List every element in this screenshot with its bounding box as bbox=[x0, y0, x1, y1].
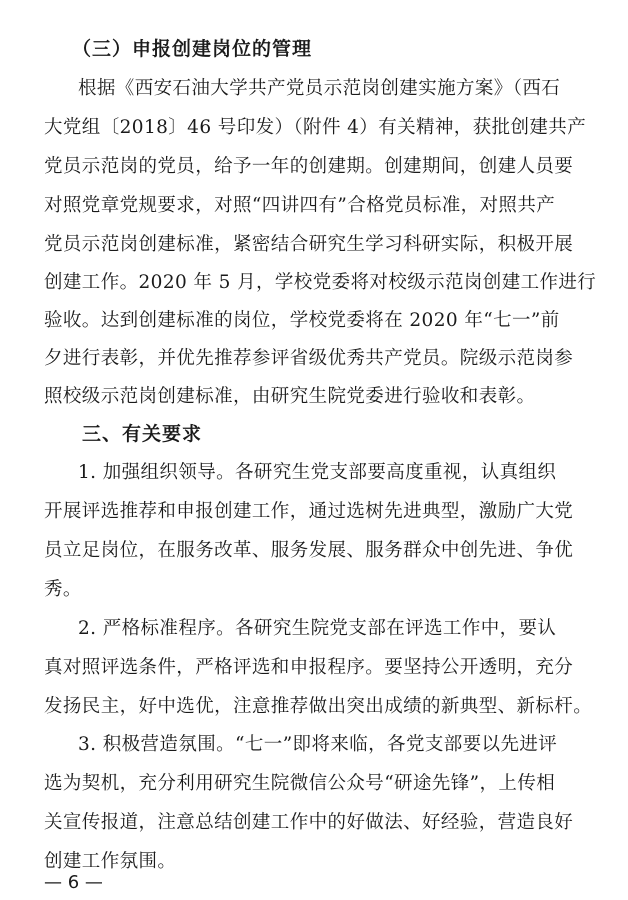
part-3-heading: 三、有关要求 bbox=[82, 423, 203, 445]
section-3-line-8: 夕进行表彰，并优先推荐参评省级优秀共产党员。院级示范岗参 bbox=[44, 348, 574, 369]
requirement-2-line-3: 发扬民主，好中选优，注意推荐做出突出成绩的新典型、新标杆。 bbox=[44, 696, 593, 717]
requirement-1-line-3: 员立足岗位，在服务改革、服务发展、服务群众中创先进、争优 bbox=[44, 540, 574, 561]
section-3-line-3: 党员示范岗的党员，给予一年的创建期。创建期间，创建人员要 bbox=[44, 156, 574, 177]
section-3-line-1: 根据《西安石油大学共产党员示范岗创建实施方案》（西石 bbox=[78, 78, 561, 99]
section-3-line-5: 党员示范岗创建标准，紧密结合研究生学习科研实际，积极开展 bbox=[44, 234, 574, 255]
section-3-heading: （三）申报创建岗位的管理 bbox=[72, 38, 313, 60]
requirement-3-line-2: 选为契机，充分利用研究生院微信公众号“研途先锋”，上传相 bbox=[44, 773, 556, 794]
requirement-3-line-4: 创建工作氛围。 bbox=[44, 851, 177, 872]
section-3-line-2: 大党组〔2018〕46 号印发）（附件 4）有关精神，获批创建共产 bbox=[44, 117, 587, 138]
requirement-1-line-4: 秀。 bbox=[44, 579, 82, 600]
section-3-line-6: 创建工作。2020 年 5 月，学校党委将对校级示范岗创建工作进行 bbox=[44, 272, 597, 293]
page-number: — 6 — bbox=[44, 872, 103, 893]
requirement-2-line-2: 真对照评选条件，严格评选和申报程序。要坚持公开透明，充分 bbox=[44, 657, 574, 678]
section-3-line-9: 照校级示范岗创建标准，由研究生院党委进行验收和表彰。 bbox=[44, 386, 536, 407]
section-3-line-4: 对照党章党规要求，对照“四讲四有”合格党员标准，对照共产 bbox=[44, 195, 556, 216]
requirement-1-line-2: 开展评选推荐和申报创建工作，通过选树先进典型，激励广大党 bbox=[44, 501, 574, 522]
section-3-line-7: 验收。达到创建标准的岗位，学校党委将在 2020 年“七一”前 bbox=[44, 310, 560, 331]
requirement-1-line-1: 1. 加强组织领导。各研究生党支部要高度重视，认真组织 bbox=[78, 462, 557, 483]
requirement-3-line-1: 3. 积极营造氛围。“七一”即将来临，各党支部要以先进评 bbox=[78, 734, 558, 755]
requirement-3-line-3: 关宣传报道，注意总结创建工作中的好做法、好经验，营造良好 bbox=[44, 812, 574, 833]
requirement-2-line-1: 2. 严格标准程序。各研究生院党支部在评选工作中，要认 bbox=[78, 618, 557, 639]
